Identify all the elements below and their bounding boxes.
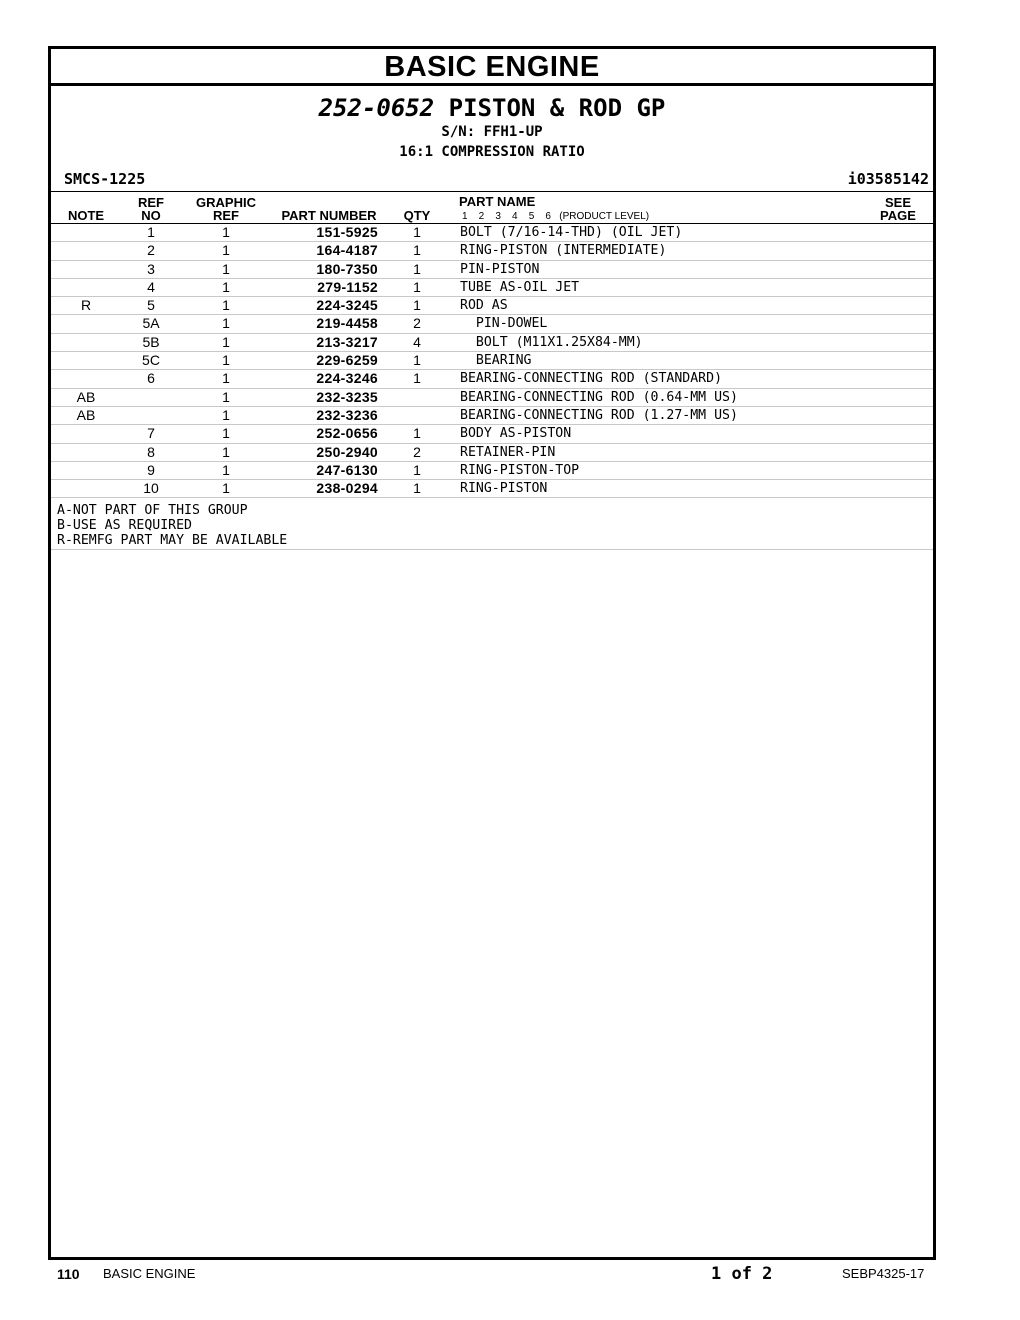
part-name: BEARING-CONNECTING ROD (1.27-MM US) <box>460 407 738 423</box>
note-line: A-NOT PART OF THIS GROUP <box>57 503 248 518</box>
part-graphic-ref: 1 <box>222 480 230 497</box>
part-graphic-ref: 1 <box>222 388 230 405</box>
table-row <box>51 352 933 370</box>
table-row <box>51 315 933 333</box>
illustration-id: i03585142 <box>847 170 929 188</box>
note-line: R-REMFG PART MAY BE AVAILABLE <box>57 533 288 548</box>
group-page-count: 1 of 2 <box>711 1264 773 1284</box>
col-part-number-header: PART NUMBER <box>281 208 377 223</box>
table-row <box>51 407 933 425</box>
parts-page-frame <box>48 46 936 1260</box>
part-graphic-ref: 1 <box>222 461 230 478</box>
part-qty: 1 <box>413 297 421 314</box>
table-row <box>51 480 933 498</box>
part-qty: 1 <box>413 278 421 295</box>
part-number: 250-2940 <box>316 443 378 460</box>
part-ref-no: 6 <box>147 370 155 387</box>
part-graphic-ref: 1 <box>222 315 230 332</box>
col-graphic-header-top: GRAPHIC <box>196 195 256 210</box>
part-ref-no: 5B <box>142 333 160 350</box>
page-number: 110 <box>57 1266 80 1282</box>
part-name: BODY AS-PISTON <box>460 426 572 442</box>
col-ref-header-top: REF <box>138 195 164 210</box>
group-variant: 16:1 COMPRESSION RATIO <box>399 144 585 160</box>
table-row <box>51 279 933 297</box>
note-line: B-USE AS REQUIRED <box>57 518 192 533</box>
table-row <box>51 261 933 279</box>
part-name: RING-PISTON (INTERMEDIATE) <box>460 243 667 259</box>
part-graphic-ref: 1 <box>222 406 230 423</box>
col-graphic-header-bottom: REF <box>213 208 239 223</box>
part-ref-no: 10 <box>143 480 159 497</box>
part-name: ROD AS <box>460 298 508 314</box>
part-name: BEARING-CONNECTING ROD (STANDARD) <box>460 371 723 387</box>
table-row <box>51 334 933 352</box>
group-number: 252-0652 <box>318 94 435 122</box>
table-row <box>51 389 933 407</box>
part-qty: 2 <box>413 315 421 332</box>
part-graphic-ref: 1 <box>222 370 230 387</box>
document-number: SEBP4325-17 <box>842 1266 925 1281</box>
part-number: 247-6130 <box>316 461 378 478</box>
part-ref-no: 8 <box>147 443 155 460</box>
part-number: 224-3246 <box>316 370 378 387</box>
part-ref-no: 5 <box>147 297 155 314</box>
part-qty: 1 <box>413 352 421 369</box>
part-note: AB <box>76 406 96 423</box>
part-graphic-ref: 1 <box>222 224 230 240</box>
part-ref-no: 9 <box>147 461 155 478</box>
part-number: 219-4458 <box>316 315 378 332</box>
col-qty-header: QTY <box>403 208 431 223</box>
part-ref-no: 5A <box>142 315 160 332</box>
part-number: 164-4187 <box>316 242 378 259</box>
part-graphic-ref: 1 <box>222 425 230 442</box>
part-name: BOLT (7/16-14-THD) (OIL JET) <box>460 225 683 240</box>
table-row <box>51 444 933 462</box>
col-note-header: NOTE <box>67 208 105 223</box>
group-name: PISTON & ROD GP <box>448 94 666 122</box>
part-name: BOLT (M11X1.25X84-MM) <box>460 334 643 350</box>
group-title <box>51 95 933 121</box>
part-number: 279-1152 <box>317 278 378 295</box>
part-qty: 1 <box>413 370 421 387</box>
part-number: 232-3236 <box>316 406 378 423</box>
header-rule <box>51 191 933 192</box>
part-ref-no: 5C <box>142 352 160 369</box>
product-level-legend: 1 2 3 4 5 6 (PRODUCT LEVEL) <box>462 211 650 222</box>
part-name: BEARING <box>460 353 532 369</box>
part-name: TUBE AS-OIL JET <box>460 279 580 295</box>
part-ref-no: 7 <box>147 425 155 442</box>
part-note: R <box>80 297 92 314</box>
part-name: RING-PISTON-TOP <box>460 462 580 478</box>
part-note: AB <box>76 388 96 405</box>
table-row <box>51 370 933 388</box>
part-graphic-ref: 1 <box>222 278 230 295</box>
table-row <box>51 297 933 315</box>
notes-list <box>57 503 287 548</box>
part-graphic-ref: 1 <box>222 242 230 259</box>
part-number: 229-6259 <box>316 352 378 369</box>
part-qty: 1 <box>413 260 421 277</box>
part-ref-no: 3 <box>147 260 155 277</box>
notes-rule <box>51 549 933 550</box>
section-title: BASIC ENGINE <box>51 49 933 86</box>
part-qty: 2 <box>413 443 421 460</box>
part-graphic-ref: 1 <box>222 352 230 369</box>
part-name: BEARING-CONNECTING ROD (0.64-MM US) <box>460 389 738 405</box>
part-ref-no: 4 <box>147 278 155 295</box>
serial-range: S/N: FFH1-UP <box>441 124 543 140</box>
part-name: RETAINER-PIN <box>460 444 556 460</box>
table-row <box>51 242 933 260</box>
part-number: 238-0294 <box>316 480 378 497</box>
part-graphic-ref: 1 <box>222 333 230 350</box>
part-number: 151-5925 <box>316 224 378 240</box>
part-graphic-ref: 1 <box>222 297 230 314</box>
part-ref-no: 2 <box>147 242 155 259</box>
part-qty: 4 <box>413 333 421 350</box>
smcs-code: SMCS-1225 <box>64 170 146 188</box>
table-row <box>51 224 933 242</box>
part-number: 232-3235 <box>316 388 378 405</box>
part-qty: 1 <box>413 242 421 259</box>
part-name: RING-PISTON <box>460 481 548 497</box>
part-number: 224-3245 <box>316 297 378 314</box>
part-name: PIN-PISTON <box>460 261 540 277</box>
part-number: 213-3217 <box>316 333 378 350</box>
col-ref-header-bottom: NO <box>141 208 161 223</box>
col-see-header-top: SEE <box>884 195 911 210</box>
part-qty: 1 <box>413 224 421 240</box>
part-name: PIN-DOWEL <box>460 316 548 332</box>
part-qty: 1 <box>413 461 421 478</box>
part-number: 252-0656 <box>316 425 378 442</box>
part-graphic-ref: 1 <box>222 260 230 277</box>
part-ref-no: 1 <box>147 224 155 240</box>
part-number: 180-7350 <box>316 260 378 277</box>
col-see-header-bottom: PAGE <box>880 208 916 223</box>
part-qty: 1 <box>413 480 421 497</box>
part-qty: 1 <box>413 425 421 442</box>
col-part-name-header: PART NAME <box>459 194 536 209</box>
table-row <box>51 462 933 480</box>
part-graphic-ref: 1 <box>222 443 230 460</box>
parts-list <box>51 224 933 498</box>
footer-section: BASIC ENGINE <box>103 1266 196 1281</box>
table-row <box>51 425 933 443</box>
